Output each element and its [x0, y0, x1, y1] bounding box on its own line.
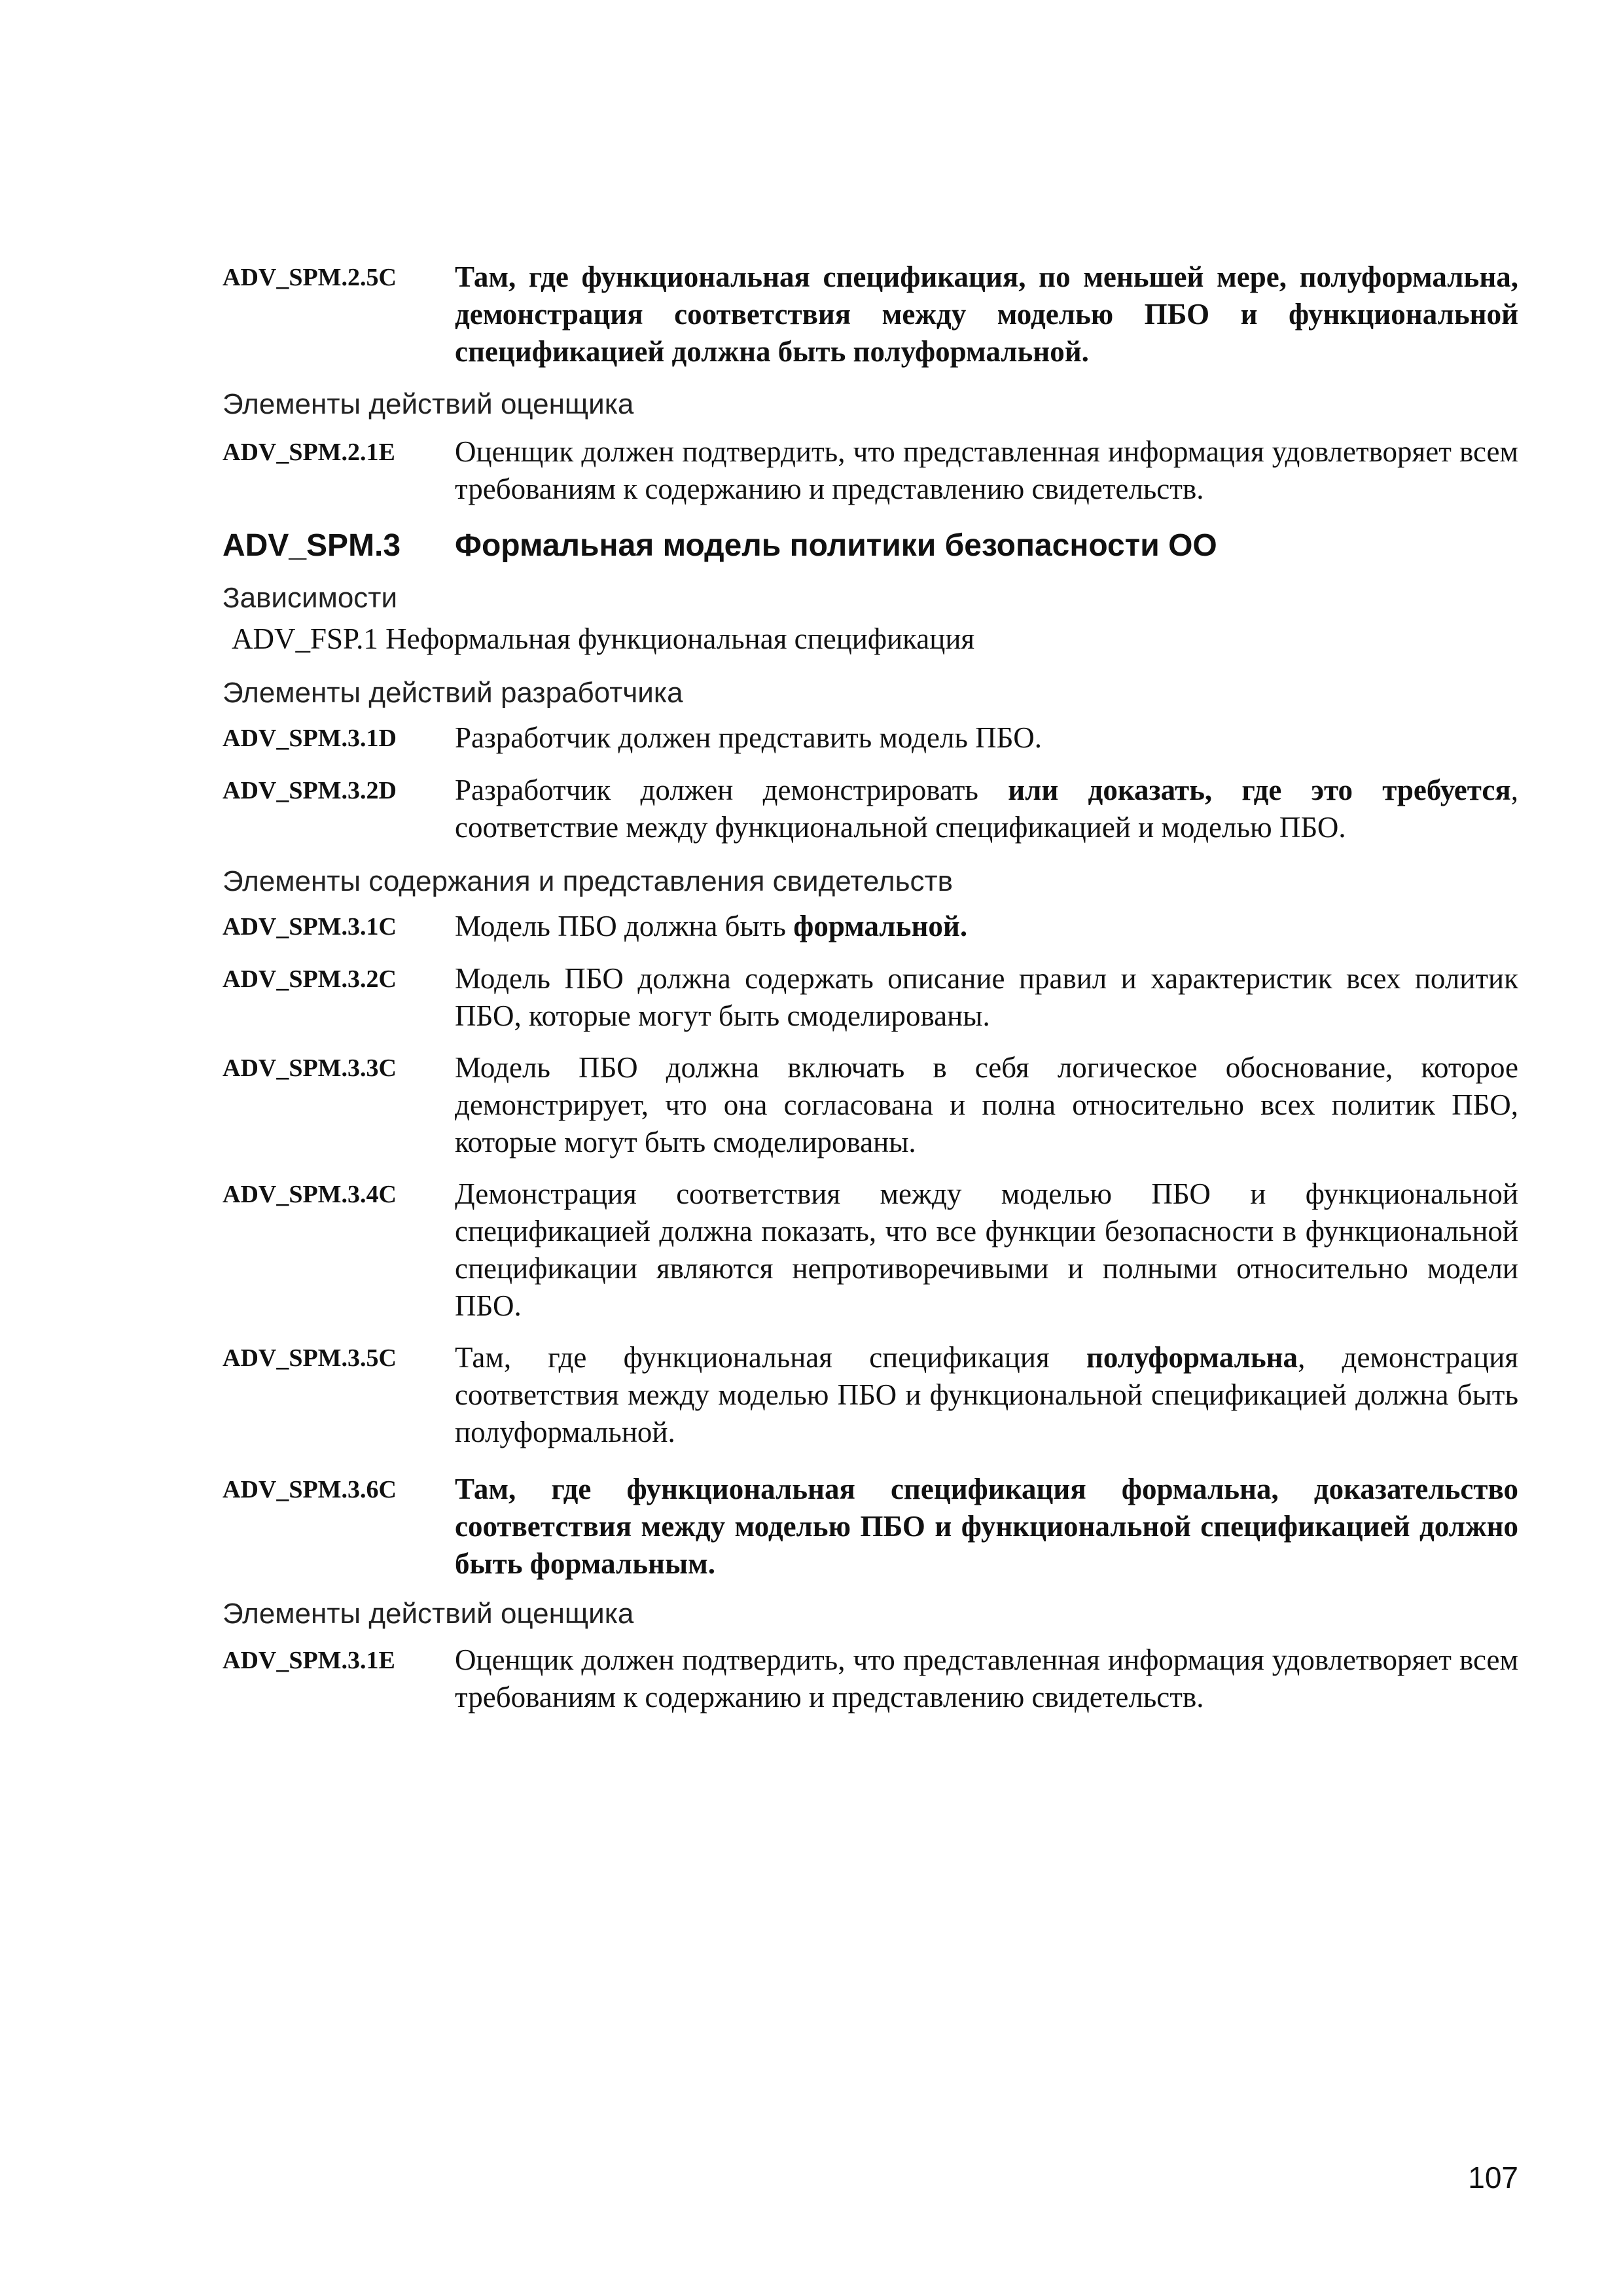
requirement-text: Оценщик должен подтвердить, что представленная информация удовлетворяет всем требованиям к содержанию и представлению свидетельств.	[455, 435, 1518, 505]
requirement-code: ADV_SPM.3.1C	[223, 913, 397, 941]
text-part: , соответствие между функциональной спецификацией и моделью ПБО.	[455, 774, 1519, 844]
text-part: Модель ПБО должна быть	[455, 910, 794, 942]
text-bold-part: формальной.	[793, 910, 968, 942]
text-part: Там, где функциональная спецификация	[455, 1341, 1086, 1374]
section-title: Формальная модель политики безопасности ОО	[455, 528, 1217, 563]
requirement-adv-spm-3-5c	[223, 1339, 1518, 1451]
page-content	[223, 259, 1518, 1716]
requirement-adv-spm-3-1e	[223, 1641, 1518, 1716]
requirement-text: Модель ПБО должна включать в себя логическое обоснование, которое демонстрирует, что она согласована и полна относительно всех политик ПБО, которые могут быть смоделированы.	[455, 1051, 1518, 1158]
requirement-text	[455, 908, 1518, 945]
text-bold-part: или доказать, где это требуется	[1008, 774, 1511, 806]
requirement-code: ADV_SPM.3.2D	[223, 777, 397, 804]
requirement-text: Модель ПБО должна содержать описание правил и характеристик всех политик ПБО, которые могут быть смоделированы.	[455, 962, 1518, 1032]
requirement-text: Разработчик должен представить модель ПБО.	[455, 721, 1042, 754]
requirement-adv-spm-3-6c	[223, 1471, 1518, 1583]
requirement-adv-spm-2-1e	[223, 433, 1518, 508]
subheading-evaluator-actions: Элементы действий оценщика	[223, 388, 634, 420]
requirement-code: ADV_SPM.3.1D	[223, 725, 397, 752]
page-number: 107	[1468, 2161, 1518, 2195]
requirement-adv-spm-3-3c	[223, 1049, 1518, 1161]
requirement-code: ADV_SPM.3.5C	[223, 1344, 397, 1372]
text-bold-part: полуформальна	[1086, 1341, 1298, 1374]
requirement-text	[455, 772, 1518, 846]
section-heading	[223, 526, 1518, 565]
requirement-code: ADV_SPM.3.4C	[223, 1181, 397, 1208]
subheading-developer-actions: Элементы действий разработчика	[223, 677, 683, 709]
requirement-adv-spm-3-1c	[223, 908, 1518, 946]
requirement-code: ADV_SPM.2.1E	[223, 439, 395, 466]
requirement-adv-spm-3-2d	[223, 772, 1518, 846]
text-part: Разработчик должен демонстрировать	[455, 774, 1008, 806]
requirement-code: ADV_SPM.3.3C	[223, 1054, 397, 1082]
requirement-code: ADV_SPM.3.6C	[223, 1476, 397, 1503]
requirement-text: Там, где функциональная спецификация формальна, доказательство соответствия между моделью ПБО и функциональной спецификацией должно быть формальным.	[455, 1473, 1518, 1580]
subheading-content-elements: Элементы содержания и представления свидетельств	[223, 865, 954, 897]
requirement-adv-spm-2-5c	[223, 259, 1518, 370]
requirement-adv-spm-3-4c	[223, 1175, 1518, 1325]
requirement-adv-spm-3-1d	[223, 719, 1518, 757]
dependency-text: ADV_FSP.1 Неформальная функциональная спецификация	[232, 622, 975, 655]
section-code: ADV_SPM.3	[223, 528, 401, 563]
requirement-code: ADV_SPM.3.2C	[223, 965, 397, 993]
requirement-adv-spm-3-2c	[223, 960, 1518, 1035]
requirement-code: ADV_SPM.3.1E	[223, 1647, 395, 1674]
subheading-evaluator-actions: Элементы действий оценщика	[223, 1598, 634, 1630]
requirement-text: Там, где функциональная спецификация, по меньшей мере, полуформальна, демонстрация соответствия между моделью ПБО и функциональной спецификацией должна быть полуформальной.	[455, 260, 1518, 368]
requirement-code: ADV_SPM.2.5C	[223, 264, 397, 291]
subheading-dependencies: Зависимости	[223, 582, 398, 614]
requirement-text: Оценщик должен подтвердить, что представленная информация удовлетворяет всем требованиям к содержанию и представлению свидетельств.	[455, 1643, 1518, 1713]
requirement-text: Демонстрация соответствия между моделью ПБО и функциональной спецификацией должна показать, что все функции безопасности в функциональной спецификации являются непротиворечивыми и полными относительно модели ПБО.	[455, 1177, 1518, 1322]
text-part: , демонстрация соответствия между моделью ПБО и функциональной спецификацией должна быть полуформальной.	[455, 1341, 1519, 1448]
requirement-text	[455, 1339, 1518, 1451]
